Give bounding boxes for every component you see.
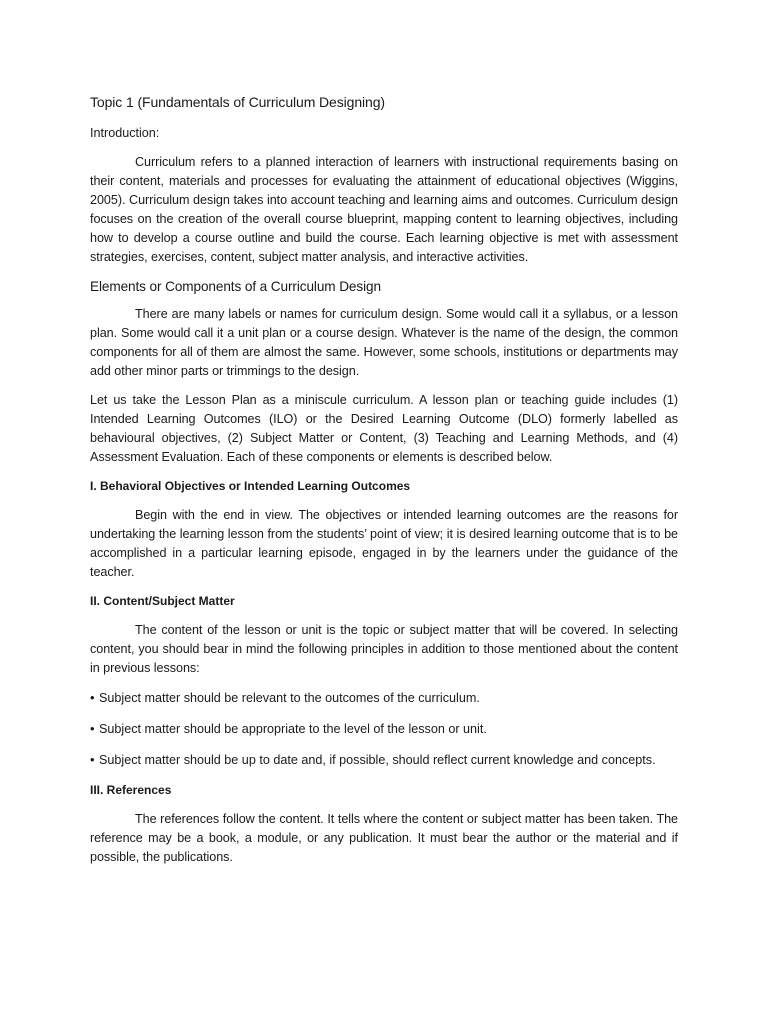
list-item <box>90 688 678 708</box>
objectives-paragraph: Begin with the end in view. The objectives or intended learning outcomes are the reasons for undertaking the learning lesson from the students’ point of view; it is desired learning outcome that is to be accomplished in a particular learning episode, engaged in by the learners under the guidance of the teacher. <box>90 508 678 579</box>
bullet-icon: • <box>90 690 95 705</box>
bullet-icon: • <box>90 721 95 736</box>
list-item <box>90 719 678 739</box>
list-item-text: Subject matter should be appropriate to the level of the lesson or unit. <box>99 722 487 736</box>
elements-paragraph-2: Let us take the Lesson Plan as a miniscule curriculum. A lesson plan or teaching guide includes (1) Intended Learning Outcomes (ILO) or the Desired Learning Outcome (DLO) formerly labelled as behavioural objectives, (2) Subject Matter or Content, (3) Teaching and Learning Methods, and (4) Assessment Evaluation. Each of these components or elements is described below. <box>90 393 678 464</box>
document-page <box>90 92 678 877</box>
subheading-references: III. References <box>90 783 172 797</box>
list-item-text: Subject matter should be relevant to the outcomes of the curriculum. <box>99 691 480 705</box>
page-title: Topic 1 (Fundamentals of Curriculum Designing) <box>90 94 385 110</box>
subheading-content: II. Content/Subject Matter <box>90 594 235 608</box>
list-item <box>90 750 678 770</box>
references-paragraph: The references follow the content. It tells where the content or subject matter has been taken. The reference may be a book, a module, or any publication. It must bear the author or the material and if possible, the publications. <box>90 812 678 864</box>
intro-paragraph: Curriculum refers to a planned interaction of learners with instructional requirements basing on their content, materials and processes for evaluating the attainment of educational objectives (Wiggins, 2005). Curriculum design takes into account teaching and learning aims and outcomes. Curriculum design focuses on the creation of the overall course blueprint, mapping content to learning objectives, including how to develop a course outline and build the course. Each learning objective is met with assessment strategies, exercises, content, subject matter analysis, and interactive activities. <box>90 155 678 264</box>
section-heading: Elements or Components of a Curriculum Design <box>90 279 381 294</box>
subheading-objectives: I. Behavioral Objectives or Intended Learning Outcomes <box>90 479 411 493</box>
elements-paragraph-1: There are many labels or names for curriculum design. Some would call it a syllabus, or a lesson plan. Some would call it a unit plan or a course design. Whatever is the name of the design, the common components for all of them are almost the same. However, some schools, institutions or departments may add other minor parts or trimmings to the design. <box>90 307 678 378</box>
content-paragraph: The content of the lesson or unit is the topic or subject matter that will be covered. In selecting content, you should bear in mind the following principles in addition to those mentioned about the content in previous lessons: <box>90 623 678 675</box>
intro-label: Introduction: <box>90 126 160 140</box>
list-item-text: Subject matter should be up to date and, if possible, should reflect current knowledge and concepts. <box>99 753 656 767</box>
bullet-icon: • <box>90 752 95 767</box>
